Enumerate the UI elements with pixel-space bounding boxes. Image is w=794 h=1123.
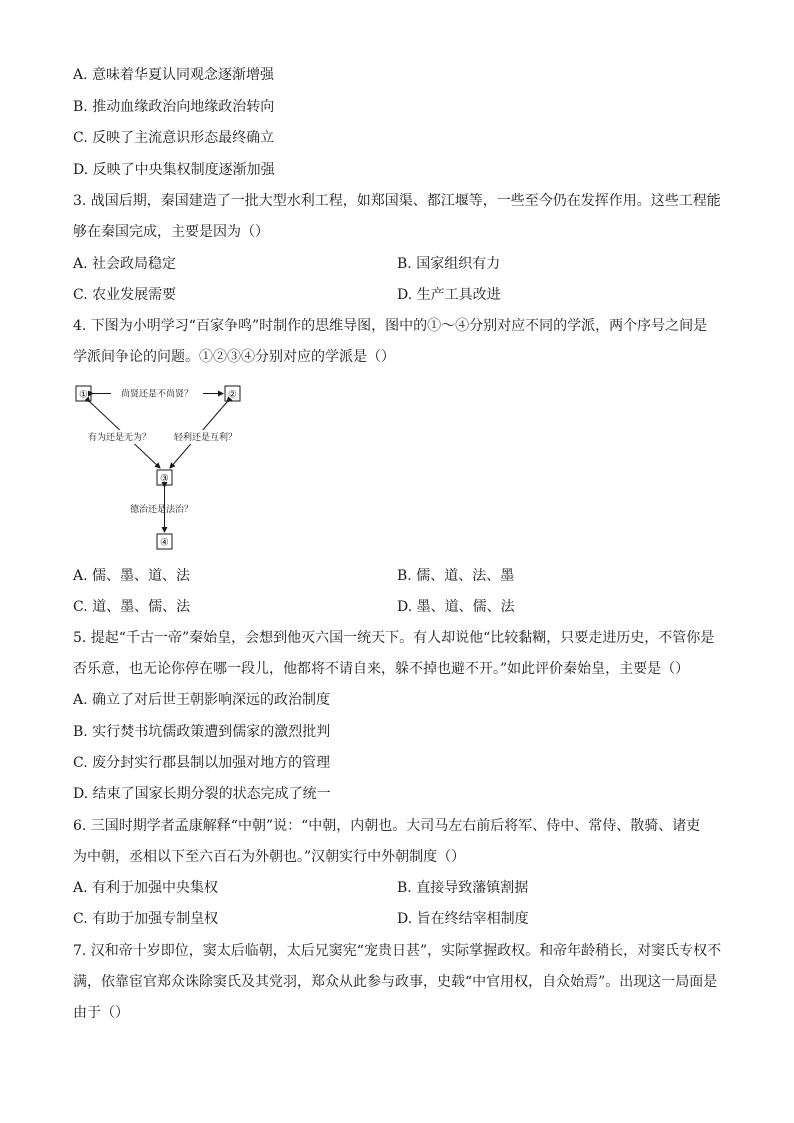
node-2-label: ② — [228, 389, 237, 401]
q6-option-b[interactable]: B. 直接导致藩镇割据 — [397, 880, 529, 896]
edge-1-2-label: 尚贤还是不尚贤？ — [120, 389, 194, 400]
q3-option-b[interactable]: B. 国家组织有力 — [397, 256, 501, 272]
q4-option-a[interactable]: A. 儒、墨、道、法 — [73, 568, 191, 584]
edge-2-3-label: 轻利还是互利？ — [174, 433, 238, 443]
q3-option-d[interactable]: D. 生产工具改进 — [397, 287, 501, 303]
edge-3-4-label: 德治还是法治？ — [130, 505, 194, 515]
q6-option-c[interactable]: C. 有助于加强专制皇权 — [73, 911, 219, 927]
q3-option-a[interactable]: A. 社会政局稳定 — [73, 256, 177, 272]
q5-option-c[interactable]: C. 废分封实行郡县制以加强对地方的管理 — [73, 755, 331, 771]
q2-option-d[interactable]: D. 反映了中央集权制度逐渐加强 — [73, 162, 275, 178]
q3-stem-line1: 3. 战国后期，秦国建造了一批大型水利工程，如郑国渠、都江堰等，一些至今仍在发挥作用。这些工程能 — [73, 193, 721, 209]
q7-stem-line3: 由于（） — [73, 1005, 129, 1021]
q7-stem-line1: 7. 汉和帝十岁即位，窦太后临朝，太后兄窦宪“宠贵日甚”，实际掌握政权。和帝年龄稍长，对窦氏专权不 — [73, 943, 722, 959]
q5-option-d[interactable]: D. 结束了国家长期分裂的状态完成了统一 — [73, 786, 331, 802]
edge-1-3-label: 有为还是无为？ — [88, 433, 152, 443]
q6-option-a[interactable]: A. 有利于加强中央集权 — [73, 880, 219, 896]
mind-map-diagram — [73, 380, 263, 555]
q5-option-b[interactable]: B. 实行焚书坑儒政策遭到儒家的激烈批判 — [73, 724, 331, 740]
q6-stem-line1: 6. 三国时期学者孟康解释“中朝”说：“中朝，内朝也。大司马左右前后将军、侍中、常侍、散骑、诸吏 — [73, 818, 701, 834]
q4-option-b[interactable]: B. 儒、道、法、墨 — [397, 568, 515, 584]
q5-stem-line1: 5. 提起“千古一帝”秦始皇，会想到他灭六国一统天下。有人却说他“比较黏糊，只要走进历史，不管你是 — [73, 630, 715, 646]
q4-option-c[interactable]: C. 道、墨、儒、法 — [73, 599, 191, 615]
q4-option-d[interactable]: D. 墨、道、儒、法 — [397, 599, 515, 615]
q2-option-b[interactable]: B. 推动血缘政治向地缘政治转向 — [73, 99, 275, 115]
node-3-label: ③ — [160, 473, 169, 485]
q2-option-c[interactable]: C. 反映了主流意识形态最终确立 — [73, 130, 275, 146]
q4-stem-line2: 学派间争论的问题。①②③④分别对应的学派是（） — [73, 349, 395, 365]
q6-option-d[interactable]: D. 旨在终结宰相制度 — [397, 911, 529, 927]
q4-stem-line1: 4. 下图为小明学习“百家争鸣”时制作的思维导图，图中的①～④分别对应不同的学派，两个序号之间是 — [73, 318, 708, 334]
q2-option-a[interactable]: A. 意味着华夏认同观念逐渐增强 — [73, 67, 275, 83]
node-1-label: ① — [79, 389, 88, 401]
mind-map-svg — [73, 380, 263, 555]
q3-stem-line2: 够在秦国完成，主要是因为（） — [73, 224, 269, 240]
q6-stem-line2: 为中朝，丞相以下至六百石为外朝也。”汉朝实行中外朝制度（） — [73, 849, 466, 865]
node-4-label: ④ — [160, 537, 169, 549]
q7-stem-line2: 满，依靠宦官郑众诛除窦氏及其党羽，郑众从此参与政事，史载“中官用权，自众始焉”。出现这一局面是 — [73, 974, 718, 990]
q3-option-c[interactable]: C. 农业发展需要 — [73, 287, 177, 303]
q5-option-a[interactable]: A. 确立了对后世王朝影响深远的政治制度 — [73, 692, 331, 708]
q5-stem-line2: 否乐意，也无论你停在哪一段儿，他都将不请自来，躲不掉也避不开。”如此评价秦始皇，主要是（） — [73, 661, 690, 677]
